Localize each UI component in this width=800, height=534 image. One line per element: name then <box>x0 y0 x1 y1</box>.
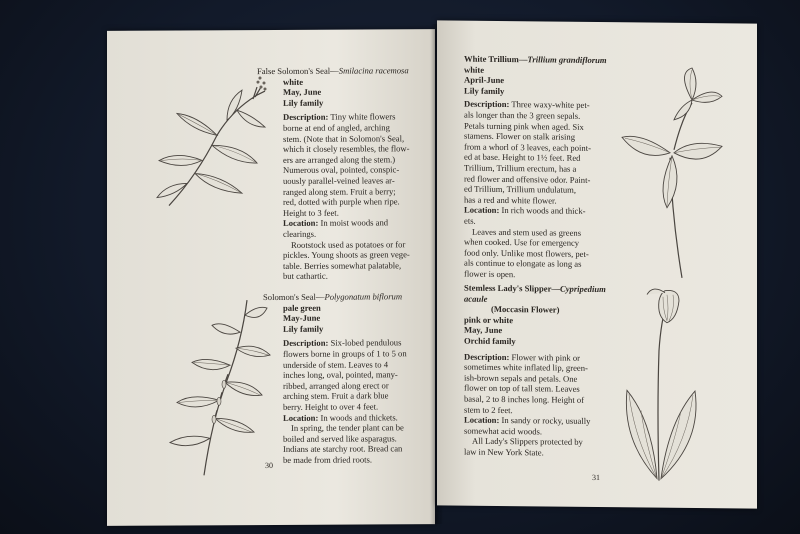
desc-line: Six-lobed pendulous <box>330 337 402 349</box>
desc-line: underside of stem. Leaves to 4 <box>283 358 389 370</box>
location-label: Location: <box>464 414 500 426</box>
entry-family: Lily family <box>283 97 324 108</box>
desc-line: basal, 2 to 8 inches long. Height of <box>464 393 585 405</box>
loc-line: In sandy or rocky, usually <box>501 415 591 427</box>
entry-family: Lily family <box>283 323 324 334</box>
note-line: Leaves and stem used as greens <box>472 226 582 238</box>
ladys-slipper-illustration <box>617 290 727 491</box>
desc-line: borne at end of angled, arching <box>283 122 390 133</box>
ladys-slipper-entry <box>464 283 624 459</box>
desc-line: berry. Height to over 4 feet. <box>283 401 379 412</box>
desc-line: Tiny white flowers <box>330 111 396 123</box>
entry-season: May, June <box>464 324 503 336</box>
note-line: Indians ate starchy root. Bread can <box>283 443 403 455</box>
solomons-seal-illustration <box>162 300 272 481</box>
desc-line: sometimes white inflated lip, green- <box>464 361 588 374</box>
note-line: law in New York State. <box>464 446 544 458</box>
desc-line: Flower with pink or <box>511 351 581 363</box>
entry-title: Solomon's Seal— <box>263 291 325 303</box>
entry-title: False Solomon's Seal— <box>257 65 339 77</box>
location-label: Location: <box>464 204 500 216</box>
entry-season: April-June <box>464 74 505 86</box>
desc-line: Height to 3 feet. <box>283 207 339 218</box>
entry-color: white <box>464 64 485 75</box>
right-page <box>437 20 757 508</box>
false-solomons-seal-entry <box>257 65 429 282</box>
desc-line: flower on top of tall stem. Leaves <box>464 382 580 395</box>
note-line: table. Berries somewhat palatable, <box>283 260 402 271</box>
location-label: Location: <box>283 218 319 229</box>
loc-line: clearings. <box>283 228 317 239</box>
entry-latin-name: Cypripedium acaule <box>464 283 606 304</box>
note-line: but cathartic. <box>283 270 328 282</box>
entry-color: white <box>283 76 304 87</box>
entry-latin-name: Smilacina racemosa <box>338 65 409 76</box>
entry-color: pink or white <box>464 314 514 325</box>
note-line: Rootstock used as potatoes or for <box>291 238 406 250</box>
loc-line: In woods and thickets. <box>320 411 398 423</box>
note-line: All Lady's Slippers protected by <box>472 436 583 448</box>
desc-line: red flower and offensive odor. Paint- <box>464 173 591 185</box>
desc-line: stem to 2 feet. <box>464 404 513 415</box>
entry-season: May, June <box>283 86 322 98</box>
desc-line: ed at base. Height to 1½ feet. Red <box>464 151 581 164</box>
desc-line: als longer than the 3 green sepals. <box>464 109 581 121</box>
loc-line: In moist woods and <box>320 217 389 229</box>
left-page <box>107 29 435 526</box>
entry-subtitle: (Moccasin Flower) <box>491 304 560 315</box>
desc-line: flowers borne in groups of 1 to 5 on <box>283 348 407 359</box>
desc-line: Trillium, Trillium erectum, has a <box>464 162 577 174</box>
note-line: als continue to elongate as long as <box>464 257 582 270</box>
description-label: Description: <box>283 338 329 349</box>
desc-line: ed Trillium, Trillium undulatum, <box>464 183 576 195</box>
desc-line: ers are arranged along the stem.) <box>283 154 396 165</box>
loc-line: somewhat acid woods. <box>464 425 543 437</box>
entry-latin-name: Polygonatum biflorum <box>324 291 403 302</box>
desc-line: which it closely resembles, the flow- <box>283 143 410 155</box>
desc-line: uously parallel-veined leaves ar- <box>283 175 395 186</box>
desc-line: stem. (Note that in Solomon's Seal, <box>283 132 405 144</box>
loc-line: ets. <box>464 215 476 226</box>
page-number: 31 <box>592 472 600 483</box>
note-line: when cooked. Use for emergency <box>464 236 580 248</box>
desc-line: from a whorl of 3 leaves, each point- <box>464 141 591 153</box>
desc-line: Petals turning pink when aged. Six <box>464 120 584 132</box>
desc-line: ish-brown sepals and petals. One <box>464 372 578 384</box>
desc-line: Three waxy-white pet- <box>511 99 590 111</box>
page-number: 30 <box>265 460 273 471</box>
entry-family: Lily family <box>464 85 505 96</box>
note-line: flower is open. <box>464 268 516 280</box>
entry-color: pale green <box>283 302 321 313</box>
entry-family: Orchid family <box>464 335 516 347</box>
note-line: be made from dried roots. <box>283 454 373 465</box>
note-line: pickles. Young shoots as green vege- <box>283 249 410 261</box>
desc-line: ribbed, arranged along erect or <box>283 380 389 391</box>
solomons-seal-entry <box>263 291 431 465</box>
desc-line: inches long, oval, pointed, many- <box>283 369 398 381</box>
description-label: Description: <box>464 351 510 362</box>
white-trillium-entry <box>464 54 624 281</box>
entry-season: May-June <box>283 312 321 324</box>
description-label: Description: <box>464 98 510 110</box>
desc-line: arching stem. Fruit a dark blue <box>283 390 389 402</box>
desc-line: Numerous oval, pointed, conspic- <box>283 164 400 176</box>
note-line: In spring, the tender plant can be <box>291 422 404 434</box>
loc-line: In rich woods and thick- <box>501 205 586 217</box>
white-trillium-illustration <box>622 67 747 283</box>
desc-line: has a red and white flower. <box>464 194 557 206</box>
description-label: Description: <box>283 112 329 123</box>
note-line: boiled and served like asparagus. <box>283 433 397 444</box>
desc-line: red, dotted with purple when ripe. <box>283 196 400 208</box>
false-solomons-seal-illustration <box>157 75 267 216</box>
entry-latin-name: Trillium grandiflorum <box>527 54 607 66</box>
entry-title: White Trillium— <box>464 53 528 65</box>
entry-title: Stemless Lady's Slipper— <box>464 282 560 294</box>
desc-line: stamens. Flower on stalk arising <box>464 130 575 142</box>
location-label: Location: <box>283 412 319 423</box>
note-line: food only. Unlike most flowers, pet- <box>464 247 589 259</box>
desc-line: ranged along stem. Fruit a berry; <box>283 185 396 197</box>
